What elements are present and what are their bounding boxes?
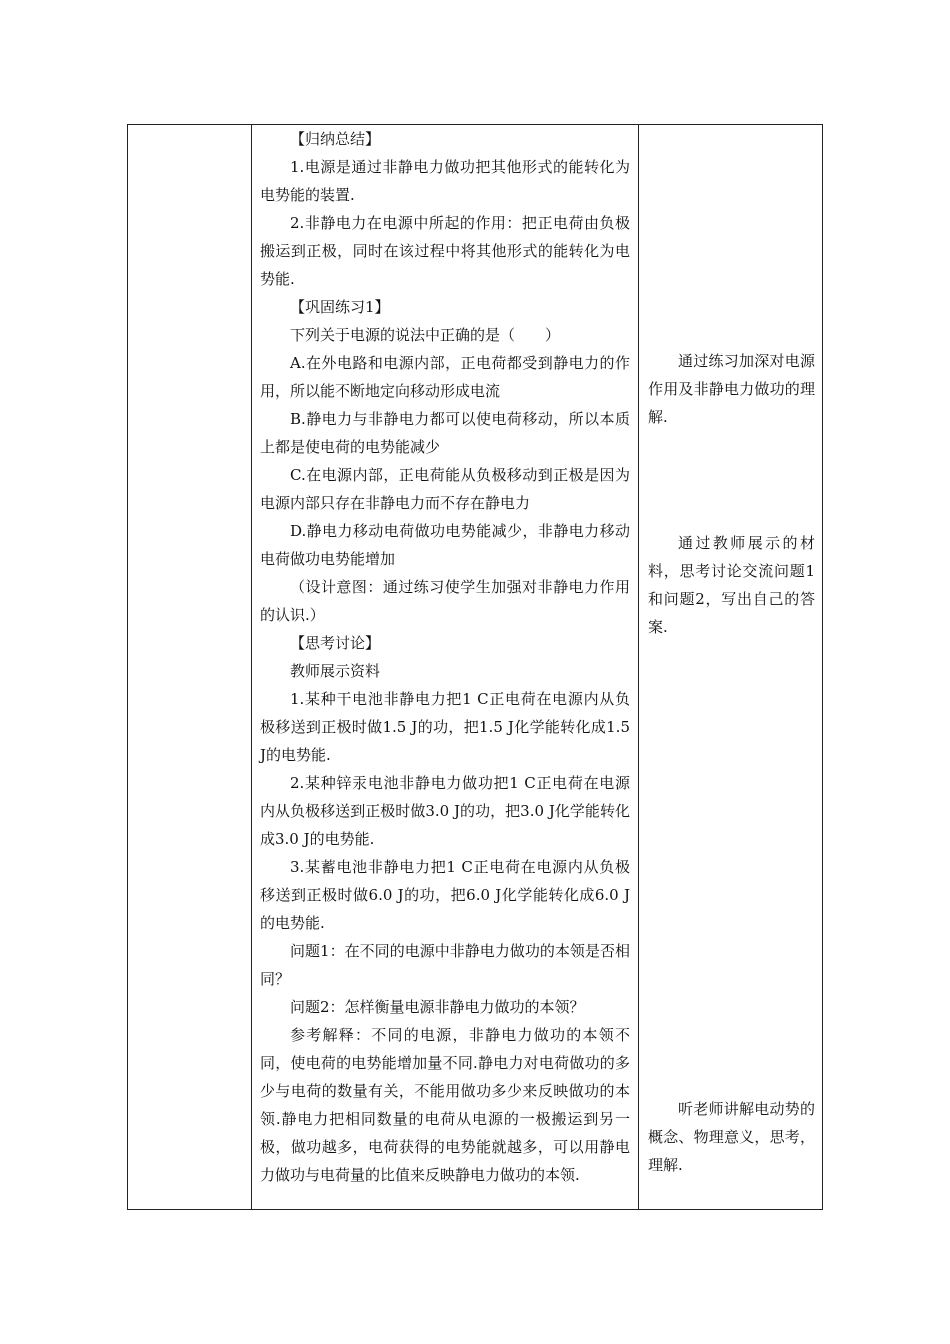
student-activity-note-2: 通过教师展示的材料，思考讨论交流问题1和问题2，写出自己的答案. (648, 534, 815, 636)
material-2: 2.某种锌汞电池非静电力做功把1 C正电荷在电源内从负极移送到正极时做3.0 J的功，把3.0 J化学能转化成3.0 J的电势能. (260, 774, 630, 848)
heading-practice: 【巩固练习1】 (290, 298, 390, 316)
option-c: C.在电源内部，正电荷能从负极移动到正极是因为电源内部只存在非静电力而不存在静电力 (260, 466, 630, 512)
design-intent: （设计意图：通过练习使学生加强对非静电力作用的认识.） (260, 578, 630, 624)
lesson-table (127, 124, 823, 1210)
material-3: 3.某蓄电池非静电力把1 C正电荷在电源内从负极移送到正极时做6.0 J的功，把6.0 J化学能转化成6.0 J的电势能. (260, 858, 630, 932)
material-intro: 教师展示资料 (290, 662, 381, 680)
option-b: B.静电力与非静电力都可以使电荷移动，所以本质上都是使电荷的电势能减少 (260, 410, 630, 456)
teaching-content-column (252, 125, 638, 1189)
question-1: 问题1：在不同的电源中非静电力做功的本领是否相同？ (260, 942, 630, 988)
practice-question: 下列关于电源的说法中正确的是（ ） (290, 326, 561, 344)
material-1: 1.某种干电池非静电力把1 C正电荷在电源内从负极移送到正极时做1.5 J的功，把1.5 J化学能转化成1.5 J的电势能. (260, 690, 630, 764)
question-2: 问题2：怎样衡量电源非静电力做功的本领？ (290, 998, 585, 1016)
option-d: D.静电力移动电荷做功电势能减少，非静电力移动电荷做功电势能增加 (260, 522, 630, 568)
heading-discussion: 【思考讨论】 (290, 634, 381, 652)
summary-point-2: 2.非静电力在电源中所起的作用：把正电荷由负极搬运到正极，同时在该过程中将其他形式的能转化为电势能. (260, 214, 630, 288)
option-a: A.在外电路和电源内部，正电荷都受到静电力的作用，所以能不断地定向移动形成电流 (260, 354, 630, 400)
summary-point-1: 1.电源是通过非静电力做功把其他形式的能转化为电势能的装置. (260, 158, 630, 204)
heading-summary: 【归纳总结】 (290, 130, 381, 148)
reference-explanation: 参考解释：不同的电源，非静电力做功的本领不同，使电荷的电势能增加量不同.静电力对电荷做功的多少与电荷的数量有关，不能用做功多少来反映做功的本领.静电力把相同数量的电荷从电源的一极搬运到另一极，做功越多，电荷获得的电势能就越多，可以用静电力做功与电荷量的比值来反映静电力做功的本领. (260, 1026, 630, 1184)
student-activity-note-3: 听老师讲解电动势的概念、物理意义，思考，理解. (648, 1100, 815, 1174)
column-divider (638, 125, 639, 1209)
student-activity-note-1: 通过练习加深对电源作用及非静电力做功的理解. (648, 352, 815, 426)
